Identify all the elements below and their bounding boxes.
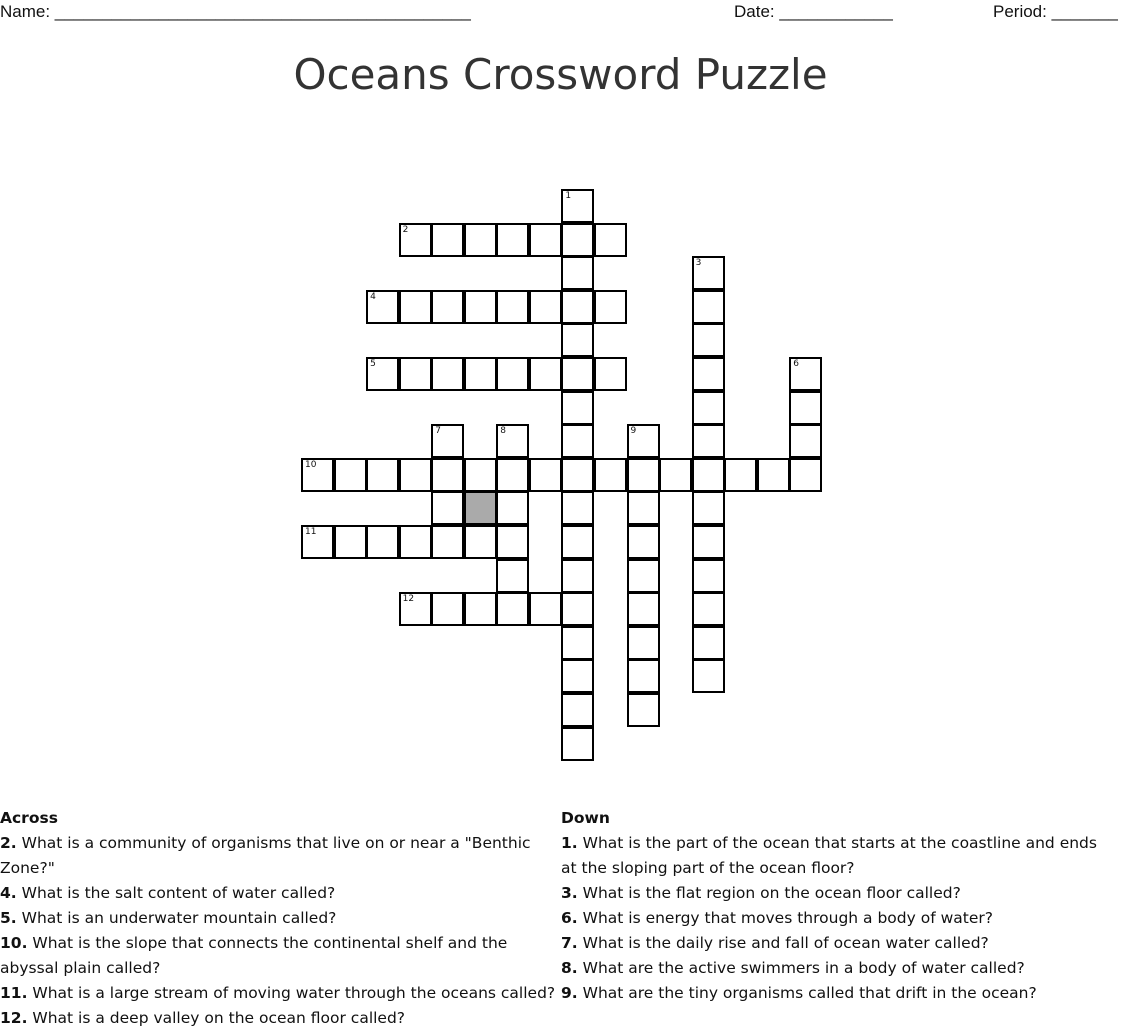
- grid-cell[interactable]: [594, 357, 627, 391]
- grid-cell[interactable]: [627, 592, 660, 626]
- grid-cell[interactable]: [561, 458, 594, 492]
- name-field-label: Name: ____________________________________________: [0, 2, 471, 21]
- grid-cell[interactable]: [529, 458, 562, 492]
- grid-cell[interactable]: [692, 592, 725, 626]
- grid-cell[interactable]: [399, 223, 432, 257]
- grid-cell[interactable]: [627, 491, 660, 525]
- clue-item-number: 1.: [561, 834, 578, 852]
- across-clue-list: [0, 831, 560, 1031]
- grid-cell[interactable]: [399, 458, 432, 492]
- clue-item: [0, 881, 560, 906]
- grid-cell[interactable]: [789, 458, 822, 492]
- clue-item-text: What is the part of the ocean that starts at the coastline and ends at the sloping part of the ocean floor?: [561, 834, 1097, 877]
- clue-item-number: 5.: [0, 909, 17, 927]
- grid-cell[interactable]: [301, 458, 334, 492]
- grid-cell[interactable]: [496, 458, 529, 492]
- grid-cell[interactable]: [627, 659, 660, 693]
- down-clue-list: [561, 831, 1117, 1006]
- grid-cell[interactable]: [692, 424, 725, 458]
- clue-number: 10: [305, 459, 317, 470]
- down-clues: [561, 806, 1117, 1006]
- grid-cell[interactable]: [529, 357, 562, 391]
- grid-cell[interactable]: [692, 458, 725, 492]
- grid-cell[interactable]: [496, 592, 529, 626]
- grid-cell[interactable]: [431, 525, 464, 559]
- clue-item-number: 2.: [0, 834, 17, 852]
- grid-cell[interactable]: [431, 592, 464, 626]
- grid-cell[interactable]: [561, 659, 594, 693]
- clue-number: 8: [500, 426, 507, 437]
- grid-cell[interactable]: [431, 424, 464, 458]
- clue-item-number: 4.: [0, 884, 17, 902]
- clue-number: 7: [435, 426, 441, 437]
- grid-cell[interactable]: [724, 458, 757, 492]
- shaded-grid-cell: [464, 491, 497, 525]
- clue-item: [0, 931, 560, 981]
- grid-cell[interactable]: [366, 357, 399, 391]
- date-field-label: Date: ____________: [734, 2, 893, 21]
- clue-item-text: What are the tiny organisms called that drift in the ocean?: [577, 984, 1037, 1002]
- clue-item: [0, 1006, 560, 1031]
- grid-cell[interactable]: [561, 189, 594, 223]
- grid-cell[interactable]: [496, 290, 529, 324]
- grid-cell[interactable]: [431, 290, 464, 324]
- period-field-label: Period: _______: [993, 2, 1118, 21]
- grid-cell[interactable]: [594, 290, 627, 324]
- clue-number: 9: [630, 426, 637, 437]
- clue-item-text: What is the slope that connects the continental shelf and the abyssal plain called?: [0, 934, 508, 977]
- clue-number: 2: [402, 224, 409, 235]
- grid-cell[interactable]: [627, 626, 660, 660]
- clue-item-text: What is energy that moves through a body of water?: [577, 909, 993, 927]
- grid-cell[interactable]: [692, 491, 725, 525]
- clue-item: [561, 831, 1117, 881]
- grid-cell[interactable]: [692, 559, 725, 593]
- clue-item-text: What are the active swimmers in a body of water called?: [577, 959, 1025, 977]
- down-heading: Down: [561, 809, 610, 827]
- clue-number: 4: [370, 291, 376, 302]
- grid-cell[interactable]: [529, 592, 562, 626]
- puzzle-title: Oceans Crossword Puzzle: [293, 50, 828, 99]
- grid-cell[interactable]: [334, 525, 367, 559]
- grid-cell[interactable]: [496, 559, 529, 593]
- grid-cell[interactable]: [561, 256, 594, 290]
- grid-cell[interactable]: [561, 727, 594, 761]
- grid-cell[interactable]: [561, 626, 594, 660]
- grid-cell[interactable]: [496, 491, 529, 525]
- grid-cell[interactable]: [692, 256, 725, 290]
- grid-cell[interactable]: [464, 525, 497, 559]
- clue-item-number: 8.: [561, 959, 578, 977]
- grid-cell[interactable]: [366, 458, 399, 492]
- grid-cell[interactable]: [561, 290, 594, 324]
- grid-cell[interactable]: [594, 223, 627, 257]
- grid-cell[interactable]: [627, 424, 660, 458]
- grid-cell[interactable]: [692, 323, 725, 357]
- grid-cell[interactable]: [464, 357, 497, 391]
- clue-item: [561, 956, 1117, 981]
- clue-number: 11: [305, 527, 317, 537]
- clue-item-number: 10.: [0, 934, 28, 952]
- grid-cell[interactable]: [561, 391, 594, 425]
- grid-cell[interactable]: [627, 693, 660, 727]
- grid-cell[interactable]: [561, 323, 594, 357]
- grid-cell[interactable]: [627, 525, 660, 559]
- grid-cell[interactable]: [594, 458, 627, 492]
- grid-cell[interactable]: [529, 290, 562, 324]
- clue-item: [561, 881, 1117, 906]
- grid-cell[interactable]: [366, 525, 399, 559]
- grid-cell[interactable]: [431, 223, 464, 257]
- clue-item-number: 3.: [561, 884, 578, 902]
- across-clues: [0, 806, 560, 1031]
- grid-cell[interactable]: [627, 559, 660, 593]
- grid-cell[interactable]: [692, 391, 725, 425]
- grid-cell[interactable]: [399, 525, 432, 559]
- clue-item-number: 12.: [0, 1009, 28, 1027]
- clue-item-text: What is a deep valley on the ocean floor called?: [27, 1009, 406, 1027]
- grid-cell[interactable]: [399, 290, 432, 324]
- clue-item: [561, 906, 1117, 931]
- clue-number: 3: [695, 258, 702, 269]
- clue-number: 6: [793, 359, 799, 369]
- grid-cell[interactable]: [334, 458, 367, 492]
- grid-cell[interactable]: [561, 559, 594, 593]
- grid-cell[interactable]: [301, 525, 334, 559]
- clue-number: 5: [370, 359, 376, 369]
- grid-cell[interactable]: [431, 491, 464, 525]
- grid-cell[interactable]: [789, 391, 822, 425]
- grid-cell[interactable]: [757, 458, 790, 492]
- grid-cell[interactable]: [692, 659, 725, 693]
- grid-cell[interactable]: [464, 592, 497, 626]
- clue-item: [561, 981, 1117, 1006]
- across-heading: Across: [0, 809, 58, 827]
- clue-number: 12: [402, 594, 415, 605]
- grid-cell[interactable]: [464, 458, 497, 492]
- clue-item-text: What is a community of organisms that live on or near a "Benthic Zone?": [0, 834, 531, 877]
- clue-number: 1: [565, 191, 572, 201]
- grid-cell[interactable]: [561, 223, 594, 257]
- grid-cell[interactable]: [366, 290, 399, 324]
- clue-item-number: 9.: [561, 984, 578, 1002]
- grid-cell[interactable]: [561, 525, 594, 559]
- grid-cell[interactable]: [431, 357, 464, 391]
- grid-cell[interactable]: [659, 458, 692, 492]
- grid-cell[interactable]: [496, 424, 529, 458]
- clue-item: [0, 906, 560, 931]
- clue-item: [0, 831, 560, 881]
- grid-cell[interactable]: [561, 357, 594, 391]
- clue-item-number: 6.: [561, 909, 578, 927]
- clue-item-text: What is the daily rise and fall of ocean water called?: [577, 934, 989, 952]
- grid-cell[interactable]: [692, 626, 725, 660]
- grid-cell[interactable]: [561, 592, 594, 626]
- grid-cell[interactable]: [692, 357, 725, 391]
- clue-item-text: What is the salt content of water called?: [16, 884, 336, 902]
- grid-cell[interactable]: [529, 223, 562, 257]
- grid-cell[interactable]: [431, 458, 464, 492]
- clue-item: [561, 931, 1117, 956]
- clue-item-text: What is an underwater mountain called?: [16, 909, 337, 927]
- grid-cell[interactable]: [496, 525, 529, 559]
- clue-item: [0, 981, 560, 1006]
- clue-item-number: 7.: [561, 934, 578, 952]
- grid-cell[interactable]: [464, 223, 497, 257]
- grid-cell[interactable]: [561, 693, 594, 727]
- clue-item-text: What is the flat region on the ocean floor called?: [577, 884, 961, 902]
- grid-cell[interactable]: [399, 592, 432, 626]
- grid-cell[interactable]: [692, 525, 725, 559]
- grid-cell[interactable]: [464, 290, 497, 324]
- grid-cell[interactable]: [496, 223, 529, 257]
- grid-cell[interactable]: [399, 357, 432, 391]
- grid-cell[interactable]: [692, 290, 725, 324]
- clue-item-number: 11.: [0, 984, 28, 1002]
- grid-cell[interactable]: [496, 357, 529, 391]
- grid-cell[interactable]: [627, 458, 660, 492]
- grid-cell[interactable]: [561, 491, 594, 525]
- grid-cell[interactable]: [789, 424, 822, 458]
- clue-item-text: What is a large stream of moving water through the oceans called?: [27, 984, 556, 1002]
- grid-cell[interactable]: [789, 357, 822, 391]
- grid-cell[interactable]: [561, 424, 594, 458]
